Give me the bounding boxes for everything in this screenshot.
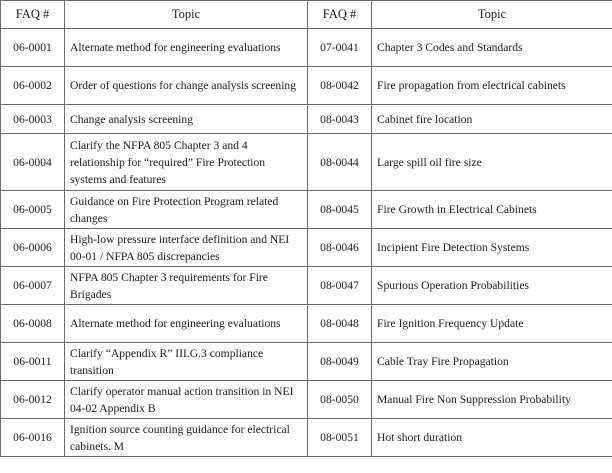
topic-cell: Guidance on Fire Protection Program related changes: [65, 191, 308, 229]
faq-number-cell: 06-0011: [1, 343, 65, 381]
topic-cell: Chapter 3 Codes and Standards: [372, 29, 612, 67]
topic-cell: Large spill oil fire size: [372, 134, 612, 191]
topic-cell: Cabinet fire location: [372, 105, 612, 134]
topic-cell: Alternate method for engineering evaluations: [65, 29, 308, 67]
table-row: [1, 305, 612, 343]
table-row: [1, 419, 612, 457]
faq-number-cell: 06-0008: [1, 305, 65, 343]
faq-number-cell: 08-0046: [308, 229, 372, 267]
topic-cell: Alternate method for engineering evaluations: [65, 305, 308, 343]
header-faq-number-left: FAQ #: [1, 1, 65, 29]
topic-cell: Clarify “Appendix R” III.G.3 compliance transition: [65, 343, 308, 381]
topic-cell: Spurious Operation Probabilities: [372, 267, 612, 305]
table-row: [1, 191, 612, 229]
faq-number-cell: 07-0041: [308, 29, 372, 67]
faq-number-cell: 08-0050: [308, 381, 372, 419]
table-row: [1, 29, 612, 67]
table-row: [1, 134, 612, 191]
faq-number-cell: 06-0005: [1, 191, 65, 229]
faq-number-cell: 06-0004: [1, 134, 65, 191]
header-faq-number-right: FAQ #: [308, 1, 372, 29]
header-topic-left: Topic: [65, 1, 308, 29]
topic-cell: Ignition source counting guidance for electrical cabinets. M: [65, 419, 308, 457]
table-row: [1, 343, 612, 381]
faq-number-cell: 06-0007: [1, 267, 65, 305]
faq-number-cell: 06-0001: [1, 29, 65, 67]
faq-number-cell: 08-0047: [308, 267, 372, 305]
table-row: [1, 381, 612, 419]
topic-cell: Change analysis screening: [65, 105, 308, 134]
topic-cell: Fire Ignition Frequency Update: [372, 305, 612, 343]
topic-cell: Order of questions for change analysis screening: [65, 67, 308, 105]
faq-number-cell: 06-0006: [1, 229, 65, 267]
table-row: [1, 229, 612, 267]
faq-number-cell: 06-0012: [1, 381, 65, 419]
faq-number-cell: 08-0049: [308, 343, 372, 381]
faq-number-cell: 08-0042: [308, 67, 372, 105]
topic-cell: Clarify operator manual action transition in NEI 04-02 Appendix B: [65, 381, 308, 419]
topic-cell: Hot short duration: [372, 419, 612, 457]
topic-cell: Fire Growth in Electrical Cabinets: [372, 191, 612, 229]
faq-number-cell: 08-0051: [308, 419, 372, 457]
header-row: [1, 1, 612, 29]
faq-number-cell: 06-0002: [1, 67, 65, 105]
faq-number-cell: 08-0044: [308, 134, 372, 191]
header-topic-right: Topic: [372, 1, 612, 29]
topic-cell: Cable Tray Fire Propagation: [372, 343, 612, 381]
topic-cell: Manual Fire Non Suppression Probability: [372, 381, 612, 419]
faq-number-cell: 08-0048: [308, 305, 372, 343]
faq-number-cell: 08-0045: [308, 191, 372, 229]
faq-number-cell: 06-0003: [1, 105, 65, 134]
topic-cell: Clarify the NFPA 805 Chapter 3 and 4 relationship for “required” Fire Protection systems and features: [65, 134, 308, 191]
topic-cell: Fire propagation from electrical cabinets: [372, 67, 612, 105]
topic-cell: Incipient Fire Detection Systems: [372, 229, 612, 267]
table-row: [1, 67, 612, 105]
topic-cell: High-low pressure interface definition and NEI 00-01 / NFPA 805 discrepancies: [65, 229, 308, 267]
table-row: [1, 267, 612, 305]
table-row: [1, 105, 612, 134]
faq-number-cell: 06-0016: [1, 419, 65, 457]
faq-number-cell: 08-0043: [308, 105, 372, 134]
topic-cell: NFPA 805 Chapter 3 requirements for Fire Brigades: [65, 267, 308, 305]
